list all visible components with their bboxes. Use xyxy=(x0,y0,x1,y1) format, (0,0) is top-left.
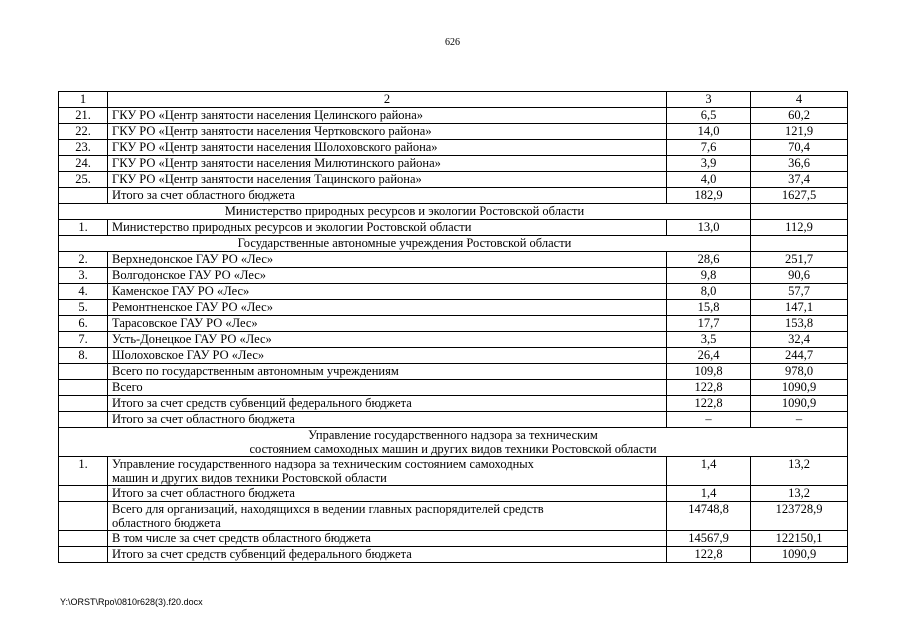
row-value-col3: 13,0 xyxy=(667,220,751,236)
column-header-number: 1 xyxy=(59,92,108,108)
row-name: Каменское ГАУ РО «Лес» xyxy=(108,284,667,300)
row-name-line: областного бюджета xyxy=(112,516,221,530)
row-number: 22. xyxy=(59,124,108,140)
row-value-col3: 182,9 xyxy=(667,188,751,204)
table-row xyxy=(59,348,848,364)
subtotal-row xyxy=(59,396,848,412)
row-number: 1. xyxy=(59,457,108,486)
row-name: Итого за счет областного бюджета xyxy=(108,486,667,502)
row-value-col4: 123728,9 xyxy=(751,502,848,531)
row-number xyxy=(59,547,108,563)
row-number: 23. xyxy=(59,140,108,156)
total-row xyxy=(59,531,848,547)
row-name-line: Управление государственного надзора за техническим состоянием самоходных xyxy=(112,457,534,471)
section-header-row xyxy=(59,236,848,252)
row-number xyxy=(59,396,108,412)
table-row xyxy=(59,268,848,284)
section-title-supervision xyxy=(59,428,848,457)
section-title-line: состоянием самоходных машин и других видов техники Ростовской области xyxy=(249,442,657,456)
section-header-row xyxy=(59,204,848,220)
row-value-col4: 13,2 xyxy=(751,457,848,486)
footer-file-path: Y:\ORST\Rpo\0810r628(3).f20.docx xyxy=(60,597,203,607)
row-value-col3: 9,8 xyxy=(667,268,751,284)
row-number: 1. xyxy=(59,220,108,236)
row-value-col4: 112,9 xyxy=(751,220,848,236)
row-value-col4: 60,2 xyxy=(751,108,848,124)
row-name: Шолоховское ГАУ РО «Лес» xyxy=(108,348,667,364)
row-number xyxy=(59,412,108,428)
column-header-col3: 3 xyxy=(667,92,751,108)
row-value-col3: 4,0 xyxy=(667,172,751,188)
row-number xyxy=(59,486,108,502)
row-value-col3: 14,0 xyxy=(667,124,751,140)
row-number: 7. xyxy=(59,332,108,348)
row-name: ГКУ РО «Центр занятости населения Чертковского района» xyxy=(108,124,667,140)
table-row xyxy=(59,457,848,486)
total-row xyxy=(59,502,848,531)
subtotal-row xyxy=(59,412,848,428)
table-row xyxy=(59,220,848,236)
subtotal-row xyxy=(59,380,848,396)
row-name: Тарасовское ГАУ РО «Лес» xyxy=(108,316,667,332)
table-row xyxy=(59,172,848,188)
row-value-col4: 70,4 xyxy=(751,140,848,156)
row-number: 4. xyxy=(59,284,108,300)
row-name: Итого за счет областного бюджета xyxy=(108,188,667,204)
row-name: Итого за счет средств субвенций федерального бюджета xyxy=(108,396,667,412)
row-number xyxy=(59,188,108,204)
row-value-col4: 13,2 xyxy=(751,486,848,502)
page-number: 626 xyxy=(445,37,460,48)
row-number: 25. xyxy=(59,172,108,188)
row-name-line: машин и других видов техники Ростовской области xyxy=(112,471,387,485)
row-value-col3: 1,4 xyxy=(667,486,751,502)
table-row xyxy=(59,156,848,172)
row-value-col4: 244,7 xyxy=(751,348,848,364)
row-name: Волгодонское ГАУ РО «Лес» xyxy=(108,268,667,284)
table-row xyxy=(59,332,848,348)
row-name: ГКУ РО «Центр занятости населения Целинского района» xyxy=(108,108,667,124)
row-number: 5. xyxy=(59,300,108,316)
row-value-col4: 1627,5 xyxy=(751,188,848,204)
row-value-col4: 1090,9 xyxy=(751,380,848,396)
row-name: Итого за счет областного бюджета xyxy=(108,412,667,428)
row-number: 3. xyxy=(59,268,108,284)
row-value-col4: 1090,9 xyxy=(751,547,848,563)
section-header-row xyxy=(59,428,848,457)
empty-cell xyxy=(751,236,848,252)
row-value-col3: 3,5 xyxy=(667,332,751,348)
row-value-col3: 3,9 xyxy=(667,156,751,172)
subtotal-row xyxy=(59,188,848,204)
row-number: 8. xyxy=(59,348,108,364)
row-name: Усть-Донецкое ГАУ РО «Лес» xyxy=(108,332,667,348)
table-row xyxy=(59,300,848,316)
column-header-name: 2 xyxy=(108,92,667,108)
row-value-col3: 14567,9 xyxy=(667,531,751,547)
table-row xyxy=(59,284,848,300)
row-name-line: Всего для организаций, находящихся в ведении главных распорядителей средств xyxy=(112,502,544,516)
row-value-col3: 7,6 xyxy=(667,140,751,156)
row-number: 6. xyxy=(59,316,108,332)
row-value-col4: 1090,9 xyxy=(751,396,848,412)
row-value-col3: 122,8 xyxy=(667,547,751,563)
section-title-line: Управление государственного надзора за техническим xyxy=(308,428,598,442)
row-value-col3: 6,5 xyxy=(667,108,751,124)
row-value-col4: 36,6 xyxy=(751,156,848,172)
row-value-col4: 122150,1 xyxy=(751,531,848,547)
row-value-col3: 17,7 xyxy=(667,316,751,332)
table-row xyxy=(59,252,848,268)
row-name xyxy=(108,502,667,531)
row-number: 2. xyxy=(59,252,108,268)
row-value-col3: 28,6 xyxy=(667,252,751,268)
table-row xyxy=(59,124,848,140)
row-value-col4: – xyxy=(751,412,848,428)
row-name: Всего xyxy=(108,380,667,396)
row-number xyxy=(59,502,108,531)
row-value-col4: 37,4 xyxy=(751,172,848,188)
row-name: Верхнедонское ГАУ РО «Лес» xyxy=(108,252,667,268)
total-row xyxy=(59,547,848,563)
row-value-col4: 90,6 xyxy=(751,268,848,284)
table-row xyxy=(59,316,848,332)
row-value-col4: 251,7 xyxy=(751,252,848,268)
table-header-row xyxy=(59,92,848,108)
section-title-ministry: Министерство природных ресурсов и экологии Ростовской области xyxy=(59,204,751,220)
row-name: Итого за счет средств субвенций федерального бюджета xyxy=(108,547,667,563)
row-name: Министерство природных ресурсов и экологии Ростовской области xyxy=(108,220,667,236)
row-name: Ремонтненское ГАУ РО «Лес» xyxy=(108,300,667,316)
row-value-col3: 26,4 xyxy=(667,348,751,364)
row-value-col3: 15,8 xyxy=(667,300,751,316)
row-value-col3: 122,8 xyxy=(667,380,751,396)
row-number xyxy=(59,380,108,396)
row-name xyxy=(108,457,667,486)
row-value-col4: 978,0 xyxy=(751,364,848,380)
row-value-col3: 14748,8 xyxy=(667,502,751,531)
row-number xyxy=(59,364,108,380)
row-value-col3: 109,8 xyxy=(667,364,751,380)
row-value-col3: 8,0 xyxy=(667,284,751,300)
row-value-col3: – xyxy=(667,412,751,428)
row-value-col3: 122,8 xyxy=(667,396,751,412)
row-value-col4: 147,1 xyxy=(751,300,848,316)
subtotal-row xyxy=(59,364,848,380)
row-value-col3: 1,4 xyxy=(667,457,751,486)
row-name: ГКУ РО «Центр занятости населения Милютинского района» xyxy=(108,156,667,172)
row-name: ГКУ РО «Центр занятости населения Шолоховского района» xyxy=(108,140,667,156)
row-value-col4: 121,9 xyxy=(751,124,848,140)
row-number: 21. xyxy=(59,108,108,124)
section-title-autonomous: Государственные автономные учреждения Ростовской области xyxy=(59,236,751,252)
table-row xyxy=(59,140,848,156)
row-value-col4: 32,4 xyxy=(751,332,848,348)
row-number xyxy=(59,531,108,547)
table-row xyxy=(59,108,848,124)
row-name: ГКУ РО «Центр занятости населения Тацинского района» xyxy=(108,172,667,188)
row-name: В том числе за счет средств областного бюджета xyxy=(108,531,667,547)
column-header-col4: 4 xyxy=(751,92,848,108)
row-number: 24. xyxy=(59,156,108,172)
row-value-col4: 153,8 xyxy=(751,316,848,332)
row-name: Всего по государственным автономным учреждениям xyxy=(108,364,667,380)
empty-cell xyxy=(751,204,848,220)
total-row xyxy=(59,486,848,502)
row-value-col4: 57,7 xyxy=(751,284,848,300)
budget-table xyxy=(58,91,848,563)
